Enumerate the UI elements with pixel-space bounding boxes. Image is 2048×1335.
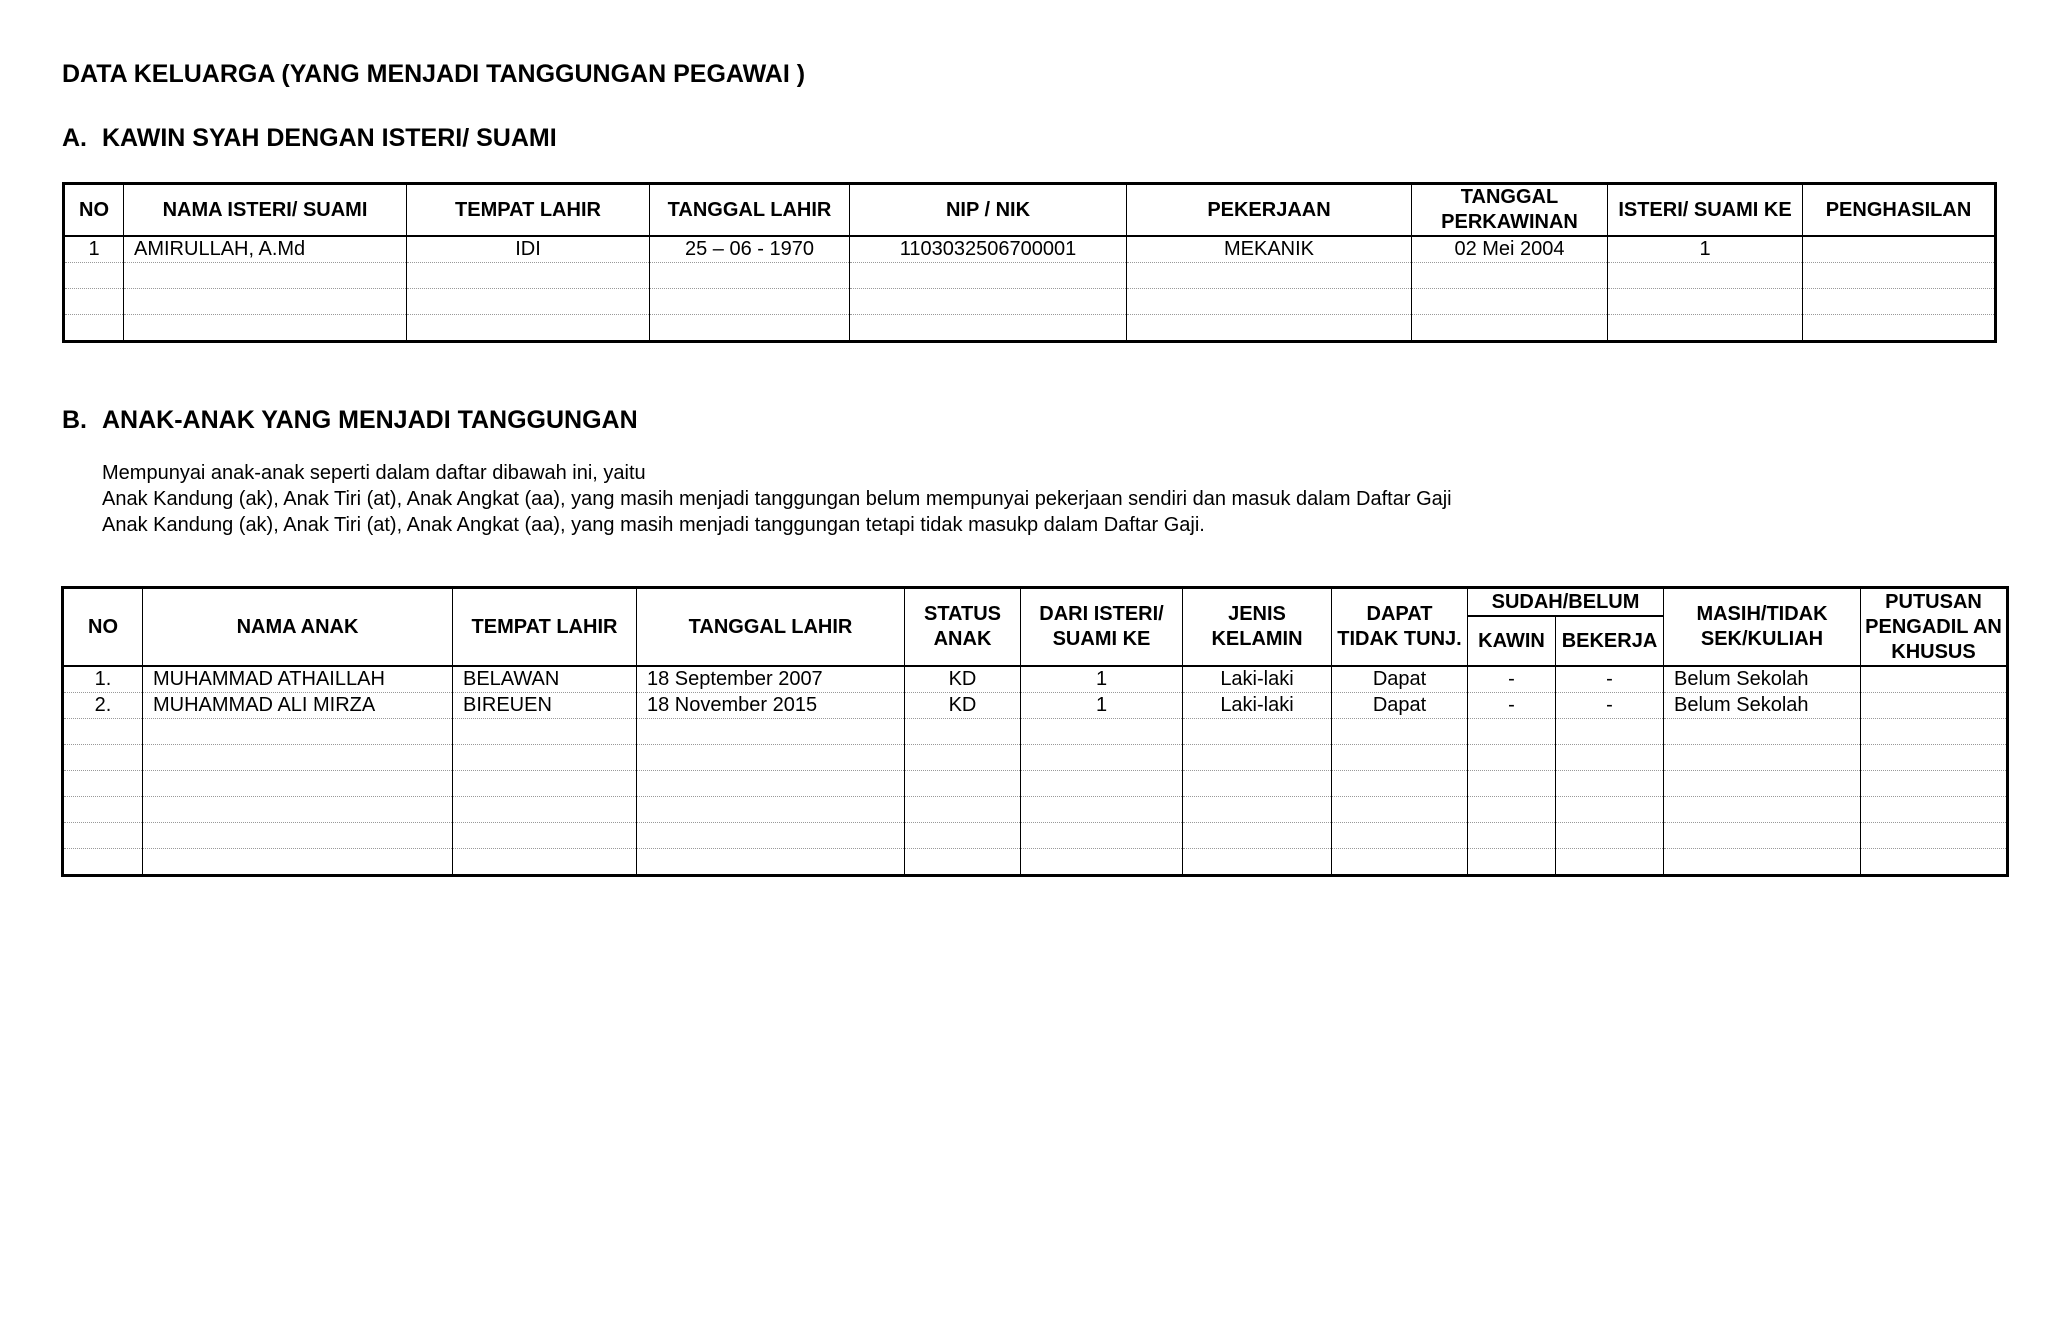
header-no: NO bbox=[63, 588, 143, 667]
cell bbox=[1127, 315, 1412, 342]
header-putusan-pengadilan-khusus: PUTUSAN PENGADIL AN KHUSUS bbox=[1861, 588, 2008, 667]
cell-status-anak: KD bbox=[905, 666, 1021, 693]
cell-kawin: - bbox=[1468, 666, 1556, 693]
cell-dapat-tidak-tunj bbox=[1332, 849, 1468, 876]
cell-kawin: - bbox=[1468, 693, 1556, 719]
cell-status-anak bbox=[905, 745, 1021, 771]
cell-tanggal-perkawinan: 02 Mei 2004 bbox=[1412, 236, 1608, 263]
page-title: DATA KELUARGA (YANG MENJADI TANGGUNGAN PEGAWAI ) bbox=[62, 60, 806, 88]
section-b-title bbox=[62, 406, 638, 435]
cell-putusan bbox=[1861, 719, 2008, 745]
header-tempat-lahir: TEMPAT LAHIR bbox=[453, 588, 637, 667]
cell bbox=[407, 289, 650, 315]
cell-jenis-kelamin bbox=[1183, 745, 1332, 771]
cell-no bbox=[63, 849, 143, 876]
cell bbox=[124, 263, 407, 289]
cell bbox=[1608, 315, 1803, 342]
cell-bekerja bbox=[1556, 719, 1664, 745]
cell-dapat-tidak-tunj bbox=[1332, 771, 1468, 797]
cell-status-anak bbox=[905, 823, 1021, 849]
cell bbox=[407, 315, 650, 342]
header-dapat-tidak-tunj: DAPAT TIDAK TUNJ. bbox=[1332, 588, 1468, 667]
cell-tanggal-lahir bbox=[637, 745, 905, 771]
description-line: Anak Kandung (ak), Anak Tiri (at), Anak Angkat (aa), yang masih menjadi tanggungan tetapi tidak masukp dalam Daftar Gaji. bbox=[102, 514, 1205, 536]
cell-putusan bbox=[1861, 771, 2008, 797]
cell-no bbox=[63, 745, 143, 771]
cell bbox=[1127, 263, 1412, 289]
cell-masih-tidak-sek-kuliah bbox=[1664, 771, 1861, 797]
cell-bekerja bbox=[1556, 849, 1664, 876]
cell-kawin bbox=[1468, 719, 1556, 745]
spouse-table-header bbox=[64, 184, 1996, 237]
header-nama-anak: NAMA ANAK bbox=[143, 588, 453, 667]
cell-nama-anak: MUHAMMAD ALI MIRZA bbox=[143, 693, 453, 719]
header-tanggal-lahir: TANGGAL LAHIR bbox=[650, 184, 850, 237]
cell bbox=[64, 315, 124, 342]
cell-penghasilan bbox=[1803, 236, 1996, 263]
table-row bbox=[63, 771, 2008, 797]
table-row bbox=[63, 666, 2008, 693]
cell-tanggal-lahir bbox=[637, 771, 905, 797]
cell-kawin bbox=[1468, 823, 1556, 849]
cell-jenis-kelamin bbox=[1183, 849, 1332, 876]
spouse-table bbox=[62, 182, 1997, 343]
cell-dari-isteri-suami-ke bbox=[1021, 745, 1183, 771]
cell bbox=[1803, 289, 1996, 315]
cell-tanggal-lahir: 25 – 06 - 1970 bbox=[650, 236, 850, 263]
section-a-title-text: KAWIN SYAH DENGAN ISTERI/ SUAMI bbox=[102, 124, 557, 152]
cell-tempat-lahir bbox=[453, 823, 637, 849]
cell-dari-isteri-suami-ke: 1 bbox=[1021, 693, 1183, 719]
cell-masih-tidak-sek-kuliah bbox=[1664, 745, 1861, 771]
cell bbox=[124, 289, 407, 315]
cell-dapat-tidak-tunj bbox=[1332, 823, 1468, 849]
table-row bbox=[63, 745, 2008, 771]
cell bbox=[1608, 289, 1803, 315]
table-row bbox=[63, 823, 2008, 849]
cell bbox=[1412, 315, 1608, 342]
section-b-title-text: ANAK-ANAK YANG MENJADI TANGGUNGAN bbox=[102, 406, 638, 434]
header-sudah-belum: SUDAH/BELUM bbox=[1468, 588, 1664, 617]
cell-tempat-lahir bbox=[453, 849, 637, 876]
table-row bbox=[63, 849, 2008, 876]
cell bbox=[1412, 263, 1608, 289]
cell bbox=[1803, 263, 1996, 289]
description-line: Mempunyai anak-anak seperti dalam daftar dibawah ini, yaitu bbox=[102, 462, 646, 484]
cell-jenis-kelamin bbox=[1183, 823, 1332, 849]
cell-putusan bbox=[1861, 849, 2008, 876]
header-isteri-suami-ke: ISTERI/ SUAMI KE bbox=[1608, 184, 1803, 237]
cell bbox=[650, 315, 850, 342]
cell-tanggal-lahir: 18 September 2007 bbox=[637, 666, 905, 693]
cell-kawin bbox=[1468, 745, 1556, 771]
header-pekerjaan: PEKERJAAN bbox=[1127, 184, 1412, 237]
cell-dapat-tidak-tunj bbox=[1332, 719, 1468, 745]
cell bbox=[1803, 315, 1996, 342]
cell-status-anak bbox=[905, 771, 1021, 797]
cell bbox=[1127, 289, 1412, 315]
table-row bbox=[64, 263, 1996, 289]
cell-jenis-kelamin bbox=[1183, 771, 1332, 797]
cell bbox=[407, 263, 650, 289]
section-b-number: B. bbox=[62, 406, 87, 434]
cell-dapat-tidak-tunj: Dapat bbox=[1332, 693, 1468, 719]
cell-dari-isteri-suami-ke bbox=[1021, 823, 1183, 849]
section-a-title bbox=[62, 124, 557, 153]
cell-masih-tidak-sek-kuliah: Belum Sekolah bbox=[1664, 666, 1861, 693]
table-row bbox=[63, 719, 2008, 745]
cell bbox=[1608, 263, 1803, 289]
table-row bbox=[64, 289, 1996, 315]
cell bbox=[650, 263, 850, 289]
header-kawin: KAWIN bbox=[1468, 616, 1556, 666]
cell-masih-tidak-sek-kuliah bbox=[1664, 849, 1861, 876]
cell-tempat-lahir bbox=[453, 745, 637, 771]
cell-putusan bbox=[1861, 693, 2008, 719]
cell-nama-anak bbox=[143, 823, 453, 849]
cell bbox=[1412, 289, 1608, 315]
cell-no: 2. bbox=[63, 693, 143, 719]
header-tempat-lahir: TEMPAT LAHIR bbox=[407, 184, 650, 237]
cell-tempat-lahir: BIREUEN bbox=[453, 693, 637, 719]
cell-nama-anak: MUHAMMAD ATHAILLAH bbox=[143, 666, 453, 693]
header-status-anak: STATUS ANAK bbox=[905, 588, 1021, 667]
cell-masih-tidak-sek-kuliah bbox=[1664, 719, 1861, 745]
header-nip-nik: NIP / NIK bbox=[850, 184, 1127, 237]
cell-kawin bbox=[1468, 797, 1556, 823]
cell bbox=[64, 263, 124, 289]
cell-nama-anak bbox=[143, 849, 453, 876]
header-masih-tidak-sek-kuliah: MASIH/TIDAK SEK/KULIAH bbox=[1664, 588, 1861, 667]
cell-tanggal-lahir bbox=[637, 849, 905, 876]
cell-putusan bbox=[1861, 666, 2008, 693]
section-a-number: A. bbox=[62, 124, 87, 152]
table-row bbox=[64, 315, 1996, 342]
cell-no bbox=[63, 797, 143, 823]
cell-isteri-suami-ke: 1 bbox=[1608, 236, 1803, 263]
cell-bekerja bbox=[1556, 745, 1664, 771]
cell-bekerja bbox=[1556, 823, 1664, 849]
cell-no: 1 bbox=[64, 236, 124, 263]
cell-dari-isteri-suami-ke bbox=[1021, 849, 1183, 876]
cell-no bbox=[63, 719, 143, 745]
cell-dapat-tidak-tunj bbox=[1332, 745, 1468, 771]
cell-nama: AMIRULLAH, A.Md bbox=[124, 236, 407, 263]
cell-dari-isteri-suami-ke: 1 bbox=[1021, 666, 1183, 693]
cell-tempat-lahir bbox=[453, 771, 637, 797]
cell-masih-tidak-sek-kuliah bbox=[1664, 797, 1861, 823]
cell-jenis-kelamin bbox=[1183, 719, 1332, 745]
cell bbox=[64, 289, 124, 315]
cell-dari-isteri-suami-ke bbox=[1021, 797, 1183, 823]
cell-no bbox=[63, 771, 143, 797]
cell-no: 1. bbox=[63, 666, 143, 693]
cell bbox=[850, 289, 1127, 315]
cell-putusan bbox=[1861, 823, 2008, 849]
header-jenis-kelamin: JENIS KELAMIN bbox=[1183, 588, 1332, 667]
cell bbox=[124, 315, 407, 342]
cell-nama-anak bbox=[143, 745, 453, 771]
header-penghasilan: PENGHASILAN bbox=[1803, 184, 1996, 237]
cell-tanggal-lahir bbox=[637, 719, 905, 745]
cell-masih-tidak-sek-kuliah bbox=[1664, 823, 1861, 849]
header-dari-isteri-suami-ke: DARI ISTERI/ SUAMI KE bbox=[1021, 588, 1183, 667]
cell-tempat-lahir: BELAWAN bbox=[453, 666, 637, 693]
cell-tempat-lahir bbox=[453, 719, 637, 745]
cell-nama-anak bbox=[143, 771, 453, 797]
cell-bekerja: - bbox=[1556, 666, 1664, 693]
cell-kawin bbox=[1468, 849, 1556, 876]
cell-status-anak: KD bbox=[905, 693, 1021, 719]
cell bbox=[850, 263, 1127, 289]
cell-kawin bbox=[1468, 771, 1556, 797]
cell-tempat-lahir bbox=[453, 797, 637, 823]
cell-tanggal-lahir bbox=[637, 823, 905, 849]
table-row bbox=[64, 236, 1996, 263]
cell-bekerja bbox=[1556, 797, 1664, 823]
cell-bekerja: - bbox=[1556, 693, 1664, 719]
header-tanggal-lahir: TANGGAL LAHIR bbox=[637, 588, 905, 667]
cell-nip-nik: 1103032506700001 bbox=[850, 236, 1127, 263]
cell-nama-anak bbox=[143, 797, 453, 823]
table-row bbox=[63, 693, 2008, 719]
cell-status-anak bbox=[905, 719, 1021, 745]
cell-jenis-kelamin bbox=[1183, 797, 1332, 823]
description-line: Anak Kandung (ak), Anak Tiri (at), Anak Angkat (aa), yang masih menjadi tanggungan belum mempunyai pekerjaan sendiri dan masuk dalam Daftar Gaji bbox=[102, 488, 1452, 510]
cell-jenis-kelamin: Laki-laki bbox=[1183, 666, 1332, 693]
cell-status-anak bbox=[905, 849, 1021, 876]
cell bbox=[650, 289, 850, 315]
cell-masih-tidak-sek-kuliah: Belum Sekolah bbox=[1664, 693, 1861, 719]
section-b-description bbox=[102, 460, 1452, 538]
cell-putusan bbox=[1861, 797, 2008, 823]
cell-bekerja bbox=[1556, 771, 1664, 797]
header-nama-isteri-suami: NAMA ISTERI/ SUAMI bbox=[124, 184, 407, 237]
header-bekerja: BEKERJA bbox=[1556, 616, 1664, 666]
cell-jenis-kelamin: Laki-laki bbox=[1183, 693, 1332, 719]
header-no: NO bbox=[64, 184, 124, 237]
cell-tanggal-lahir bbox=[637, 797, 905, 823]
cell bbox=[850, 315, 1127, 342]
cell-dapat-tidak-tunj: Dapat bbox=[1332, 666, 1468, 693]
cell-dapat-tidak-tunj bbox=[1332, 797, 1468, 823]
cell-status-anak bbox=[905, 797, 1021, 823]
cell-putusan bbox=[1861, 745, 2008, 771]
children-table-header-row-1 bbox=[63, 588, 2008, 617]
cell-dari-isteri-suami-ke bbox=[1021, 719, 1183, 745]
cell-tanggal-lahir: 18 November 2015 bbox=[637, 693, 905, 719]
cell-no bbox=[63, 823, 143, 849]
cell-pekerjaan: MEKANIK bbox=[1127, 236, 1412, 263]
children-table bbox=[61, 586, 2009, 877]
cell-dari-isteri-suami-ke bbox=[1021, 771, 1183, 797]
header-tanggal-perkawinan: TANGGAL PERKAWINAN bbox=[1412, 184, 1608, 237]
table-row bbox=[63, 797, 2008, 823]
cell-tempat-lahir: IDI bbox=[407, 236, 650, 263]
cell-nama-anak bbox=[143, 719, 453, 745]
